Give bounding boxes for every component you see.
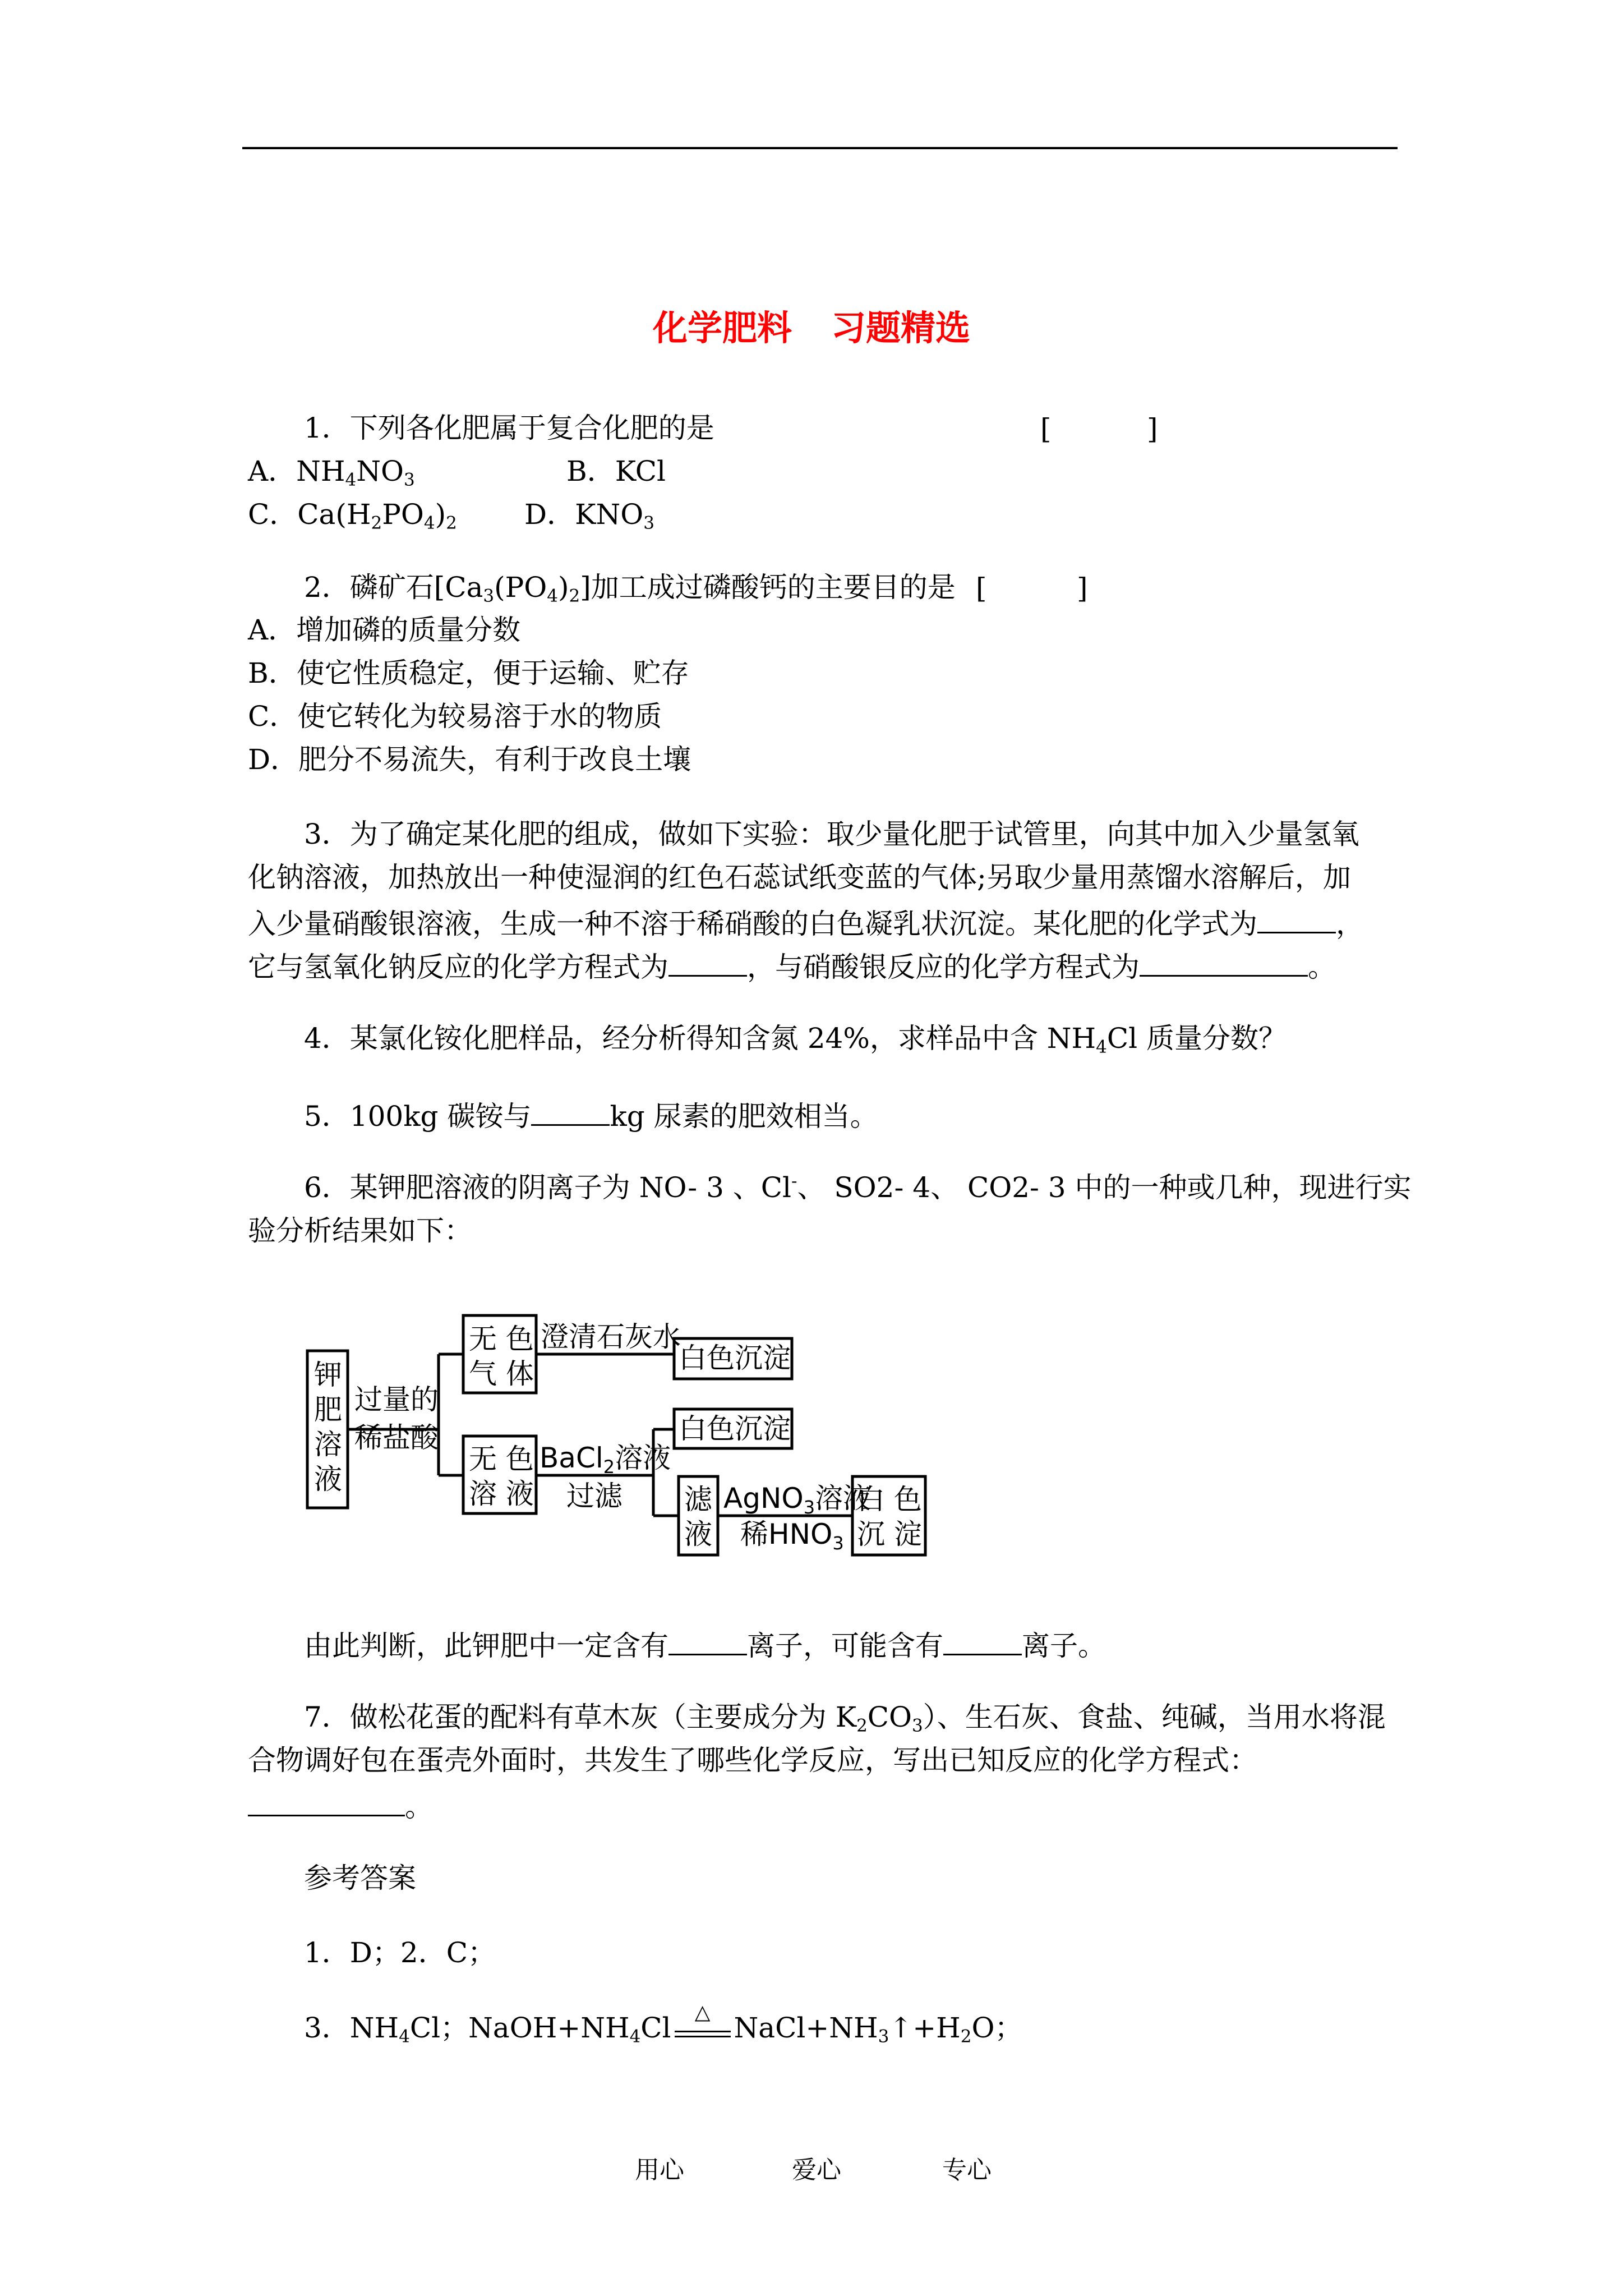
gas-line2: 气 体: [469, 1358, 534, 1390]
q2-option-a: A．增加磷的质量分数: [248, 614, 521, 646]
q2-option-b: B．使它性质稳定，便于运输、贮存: [248, 657, 689, 689]
q2-bracket-close: ]: [1077, 572, 1088, 605]
reagent1-line1: 过量的: [354, 1383, 439, 1416]
q3-line1: 3．为了确定某化肥的组成，做如下实验：取少量化肥于试管里，向其中加入少量氢氧: [304, 818, 1359, 850]
footer-yongxin: 用心: [635, 2156, 684, 2184]
q6-conclusion: 由此判断，此钾肥中一定含有 离子，可能含有 离子。: [304, 1630, 1106, 1662]
reagent3-line1: BaCl$_2$溶液: [540, 1442, 671, 1478]
heating-condition-sign: △: [675, 2022, 731, 2037]
q2-bracket-open: [: [976, 572, 987, 605]
reagent4-line2: 稀$HNO_3$: [740, 1518, 844, 1554]
answers-heading: 参考答案: [304, 1862, 416, 1894]
q1-option-b: B．KCl: [566, 455, 666, 487]
q3-line3: 入少量硝酸银溶液，生成一种不溶于稀硝酸的白色凝乳状沉淀。某化肥的化学式为 ，: [248, 908, 1364, 940]
answer-1-2: 1．D；2．C；: [304, 1936, 496, 1969]
q2-option-d: D．肥分不易流失，有利于改良土壤: [248, 743, 691, 776]
q1-option-c: C．$Ca(H_2PO_4)_2$: [248, 498, 457, 533]
q1-option-d: D．$KNO_3$: [524, 498, 654, 533]
q3-line2: 化钠溶液，加热放出一种使湿润的红色石蕊试纸变蓝的气体;另取少量用蒸馏水溶解后，加: [248, 861, 1351, 894]
q2-option-c: C．使它转化为较易溶于水的物质: [248, 700, 662, 733]
q7-line1: 7．做松花蛋的配料有草木灰（主要成分为 $K_2CO_3$）、生石灰、食盐、纯碱，当用水将混: [304, 1701, 1386, 1736]
q1-option-a: A．$NH_4NO_3$: [248, 455, 415, 490]
start-char-4: 液: [314, 1463, 342, 1496]
solution-line1: 无 色: [469, 1443, 534, 1475]
gas-line1: 无 色: [469, 1323, 534, 1355]
ppt3-line2: 沉 淀: [857, 1518, 922, 1550]
answer-blank: [248, 1789, 405, 1816]
reagent1-line2: 稀盐酸: [354, 1421, 439, 1454]
ppt1-label: 白色沉淀: [679, 1342, 791, 1374]
reagent2-label: 澄清石灰水: [541, 1320, 681, 1353]
q6-line1: 6．某钾肥溶液的阴离子为 NO- 3 、Cl-、 SO2- 4、 CO2- 3 中的一种或几种，现进行实: [304, 1171, 1412, 1204]
q1-bracket-open: [: [1040, 413, 1052, 445]
filtrate-line2: 液: [684, 1518, 712, 1550]
start-char-1: 钾: [314, 1359, 342, 1391]
q3-line4: 它与氢氧化钠反应的化学方程式为 ，与硝酸银反应的化学方程式为 。: [248, 951, 1336, 983]
ppt3-line1: 白 色: [857, 1483, 922, 1516]
solution-line2: 溶 液: [469, 1478, 534, 1510]
q1-bracket-close: ]: [1147, 413, 1158, 445]
q6-line2: 验分析结果如下：: [248, 1214, 472, 1247]
filtrate-line1: 滤: [684, 1483, 712, 1516]
q2-stem: 2．磷矿石$[Ca_3(PO_4)_2]$加工成过磷酸钙的主要目的是: [304, 571, 956, 606]
footer-zhuanxin: 专心: [942, 2156, 992, 2184]
q5-text: 5．100kg 碳铵与 kg 尿素的肥效相当。: [304, 1100, 878, 1133]
reagent3-line2: 过滤: [566, 1480, 623, 1512]
reagent4-line1: AgNO$_3$溶液: [723, 1482, 872, 1518]
start-char-3: 溶: [314, 1428, 342, 1461]
answer-3: 3．$NH_4Cl$；$NaOH+NH_4Cl$ △ $NaCl+NH_3↑+H_2O$；: [304, 2001, 1023, 2047]
q7-line3: 。: [248, 1789, 433, 1821]
title-part2: 习题精选: [831, 307, 971, 348]
footer-aixin: 爱心: [792, 2156, 841, 2184]
q7-line2: 合物调好包在蛋壳外面时，共发生了哪些化学反应，写出已知反应的化学方程式：: [248, 1744, 1257, 1777]
start-char-2: 肥: [314, 1393, 342, 1426]
q1-stem: 1．下列各化肥属于复合化肥的是: [304, 412, 714, 444]
answer-blank: [943, 1628, 1022, 1655]
ppt2-label: 白色沉淀: [679, 1412, 791, 1445]
q4-text: 4．某氯化铵化肥样品，经分析得知含氮 24%，求样品中含 $NH_4Cl$ 质量分数？: [304, 1022, 1287, 1057]
title-part1: 化学肥料: [652, 307, 792, 348]
answer-blank: [668, 1628, 747, 1655]
